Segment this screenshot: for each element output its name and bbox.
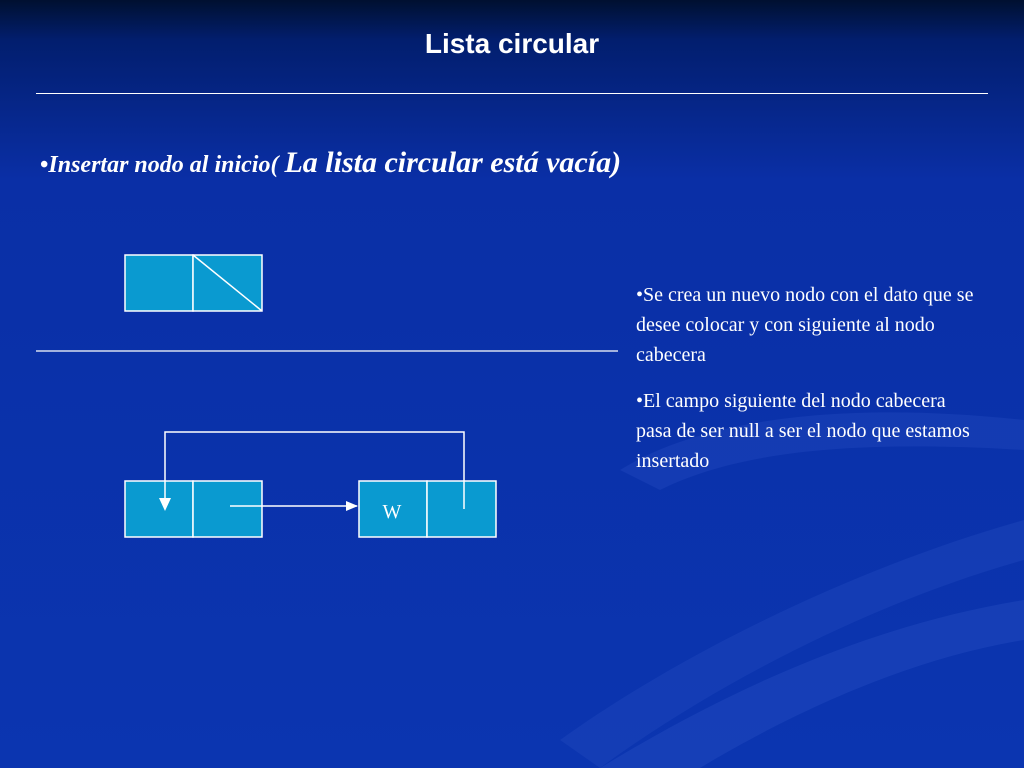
bullet-glyph: •: [40, 152, 49, 178]
explanation-notes: [636, 280, 976, 492]
note-item: •Se crea un nuevo nodo con el dato que se desee colocar y con siguiente al nodo cabecera: [636, 284, 974, 366]
node-value-label: W: [382, 501, 402, 523]
heading-part-big: La lista circular está vacía): [284, 146, 622, 179]
header-node: [125, 481, 262, 537]
heading-part-small: Insertar nodo al inicio(: [48, 152, 285, 178]
node-data-cell: [125, 255, 193, 311]
header-next-cell: [193, 481, 262, 537]
inserted-node: [359, 481, 496, 537]
new-node: [125, 255, 262, 311]
inserted-next-cell: [427, 481, 496, 537]
slide-title: Lista circular: [424, 28, 600, 59]
note-item: •El campo siguiente del nodo cabecera pasa de ser null a ser el nodo que estamos insertado: [636, 390, 970, 472]
header-data-cell: [125, 481, 193, 537]
